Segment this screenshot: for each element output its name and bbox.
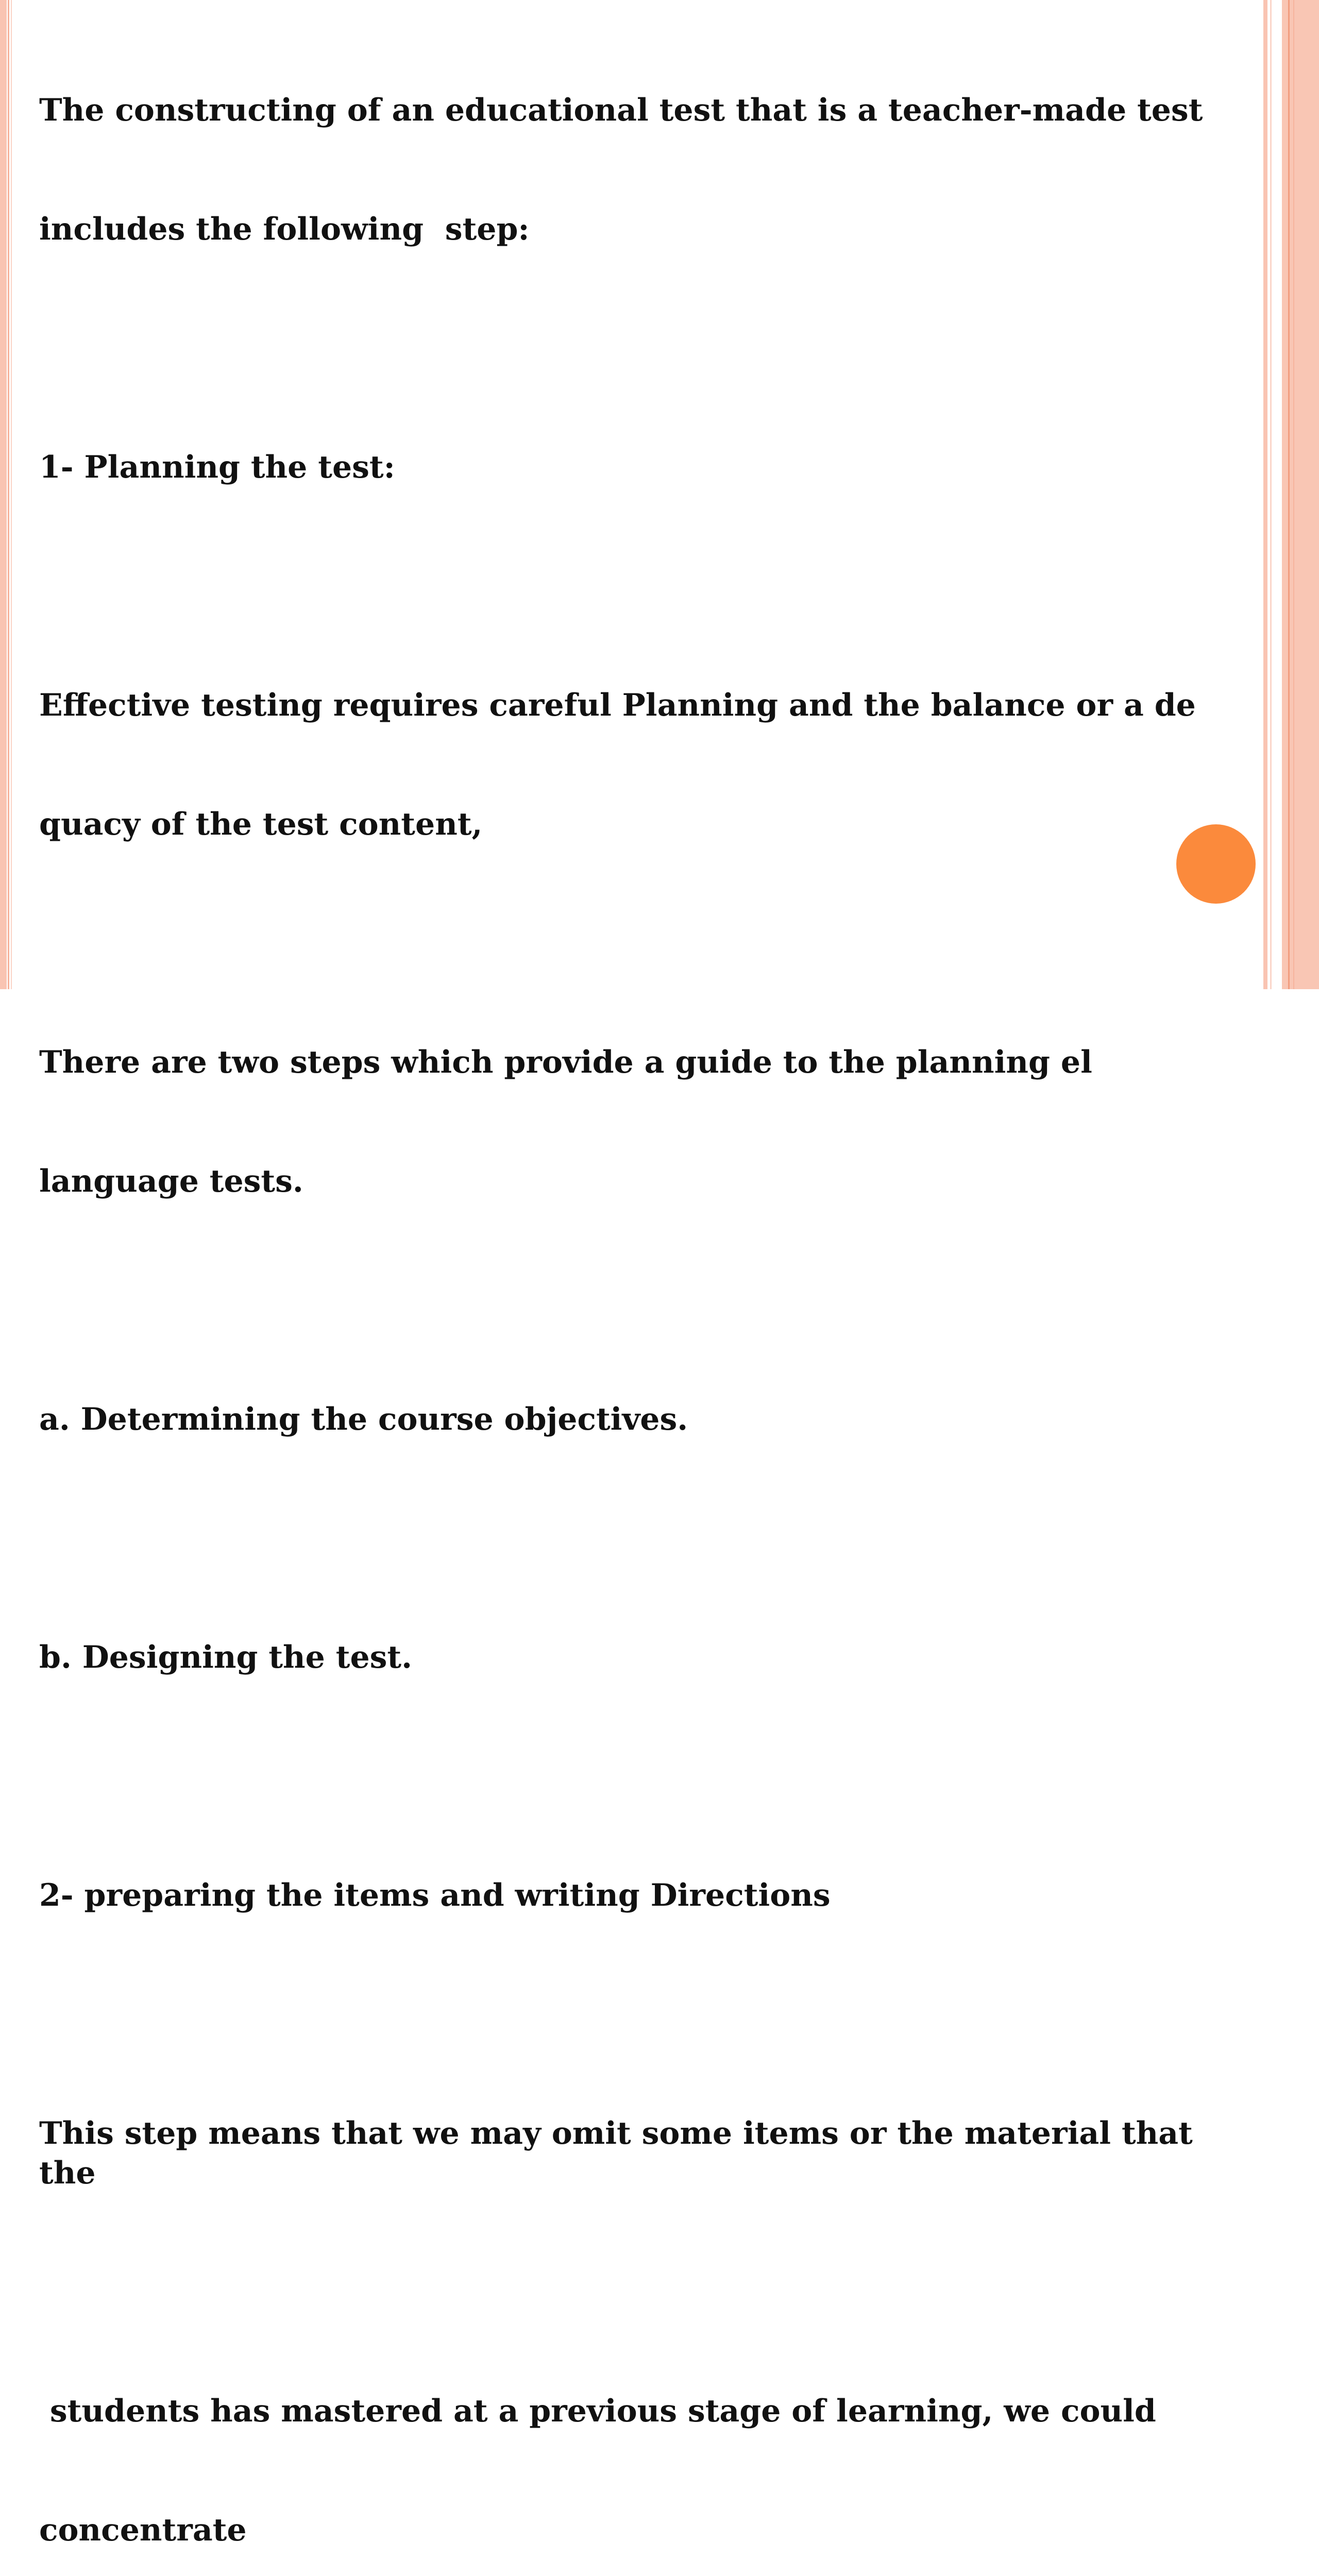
- text-line: 1- Planning the test:: [39, 449, 395, 485]
- text-line: Effective testing requires careful Planning and the balance or a de: [39, 687, 1196, 723]
- right-border-band: [1282, 0, 1319, 989]
- paragraph-this-step: [39, 2035, 1250, 2273]
- item-a-course-objectives: [39, 1320, 1250, 1519]
- paragraph-students-mastered: [39, 2312, 1250, 2576]
- heading-planning-the-test: [39, 368, 1250, 567]
- text-line: b. Designing the test.: [39, 1639, 413, 1675]
- text-line: language tests.: [39, 1163, 303, 1199]
- item-b-designing-test: [39, 1558, 1250, 1757]
- text-line: The constructing of an educational test that is a teacher-made test: [39, 92, 1203, 128]
- right-decorative-border: [1257, 0, 1319, 989]
- slide-body-text: [39, 11, 1250, 2576]
- right-border-band-line: [1293, 0, 1294, 989]
- text-line: concentrate: [39, 2512, 247, 2548]
- left-border-line: [8, 0, 9, 989]
- orange-circle-decoration: [1176, 824, 1256, 904]
- text-line: students has mastered at a previous stage of learning, we could: [39, 2393, 1156, 2429]
- right-border-line: [1263, 0, 1267, 989]
- left-border-band: [0, 0, 7, 989]
- text-line: This step means that we may omit some items or the material that the: [39, 2115, 1204, 2191]
- text-line: includes the following step:: [39, 211, 530, 247]
- right-border-line: [1270, 0, 1272, 989]
- text-line: 2- preparing the items and writing Directions: [39, 1877, 831, 1913]
- text-line: There are two steps which provide a guide to the planning el: [39, 1044, 1092, 1080]
- text-line: quacy of the test content,: [39, 806, 483, 842]
- left-border-line: [11, 0, 12, 989]
- heading-preparing-items: [39, 1797, 1250, 1995]
- paragraph-intro: [39, 11, 1250, 329]
- left-decorative-border: [0, 0, 14, 989]
- right-border-band-line: [1288, 0, 1290, 989]
- paragraph-two-steps: [39, 963, 1250, 1281]
- paragraph-effective-testing: [39, 606, 1250, 924]
- text-line: a. Determining the course objectives.: [39, 1401, 688, 1437]
